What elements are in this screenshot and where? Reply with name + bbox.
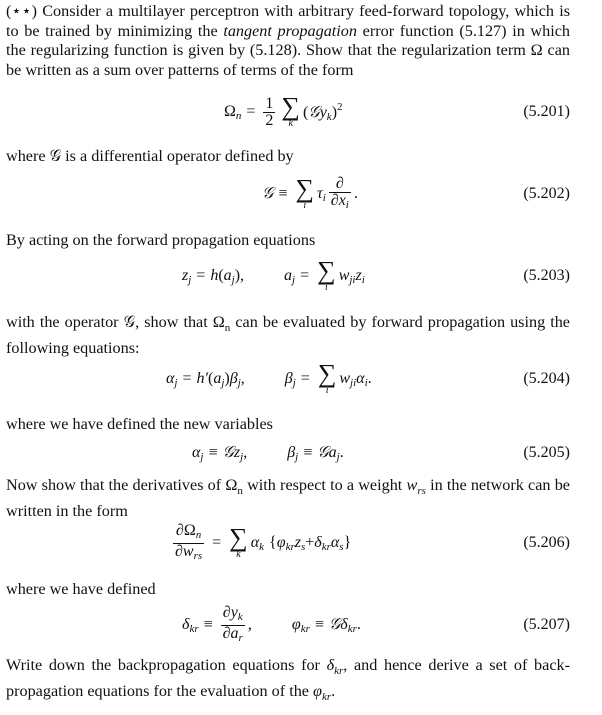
weight-derivative-paragraph xyxy=(6,476,570,521)
equation-body: $\alpha_j$ ≡ 𝒢z$_j$ , $\beta_j$ ≡ 𝒢a$_j$ . xyxy=(192,443,344,463)
paragraph-text: where we have defined the new variables xyxy=(6,415,273,433)
equation-5-202 xyxy=(6,168,596,220)
paragraph-text: By acting on the forward propagation equations xyxy=(6,231,316,249)
equation-number: (5.202) xyxy=(523,185,570,202)
equation-number: (5.205) xyxy=(523,444,570,461)
paragraph-text: Now show that the derivatives of $\Omega_n$ with respect to a weight $w_{rs}$ in the network can be written in the form xyxy=(6,476,570,520)
equation-5-205 xyxy=(6,440,596,466)
equation-number: (5.204) xyxy=(523,370,570,387)
equation-number: (5.206) xyxy=(523,534,570,551)
equation-5-203 xyxy=(6,253,596,299)
operator-application-paragraph xyxy=(6,313,570,358)
exercise-page xyxy=(6,0,598,715)
equation-body: $\alpha_j$ = h′ ( $a_j$ ) $\beta_j$ , $\beta_j$ = ∑ i $w_{ji}\alpha_i$ . xyxy=(166,359,372,396)
paragraph-text: Write down the backpropagation equations for $\delta_{kr}$, and hence derive a set of back-propagation equations for the evaluation of the $\varphi_{kr}$. xyxy=(6,656,570,704)
operator-definition-paragraph xyxy=(6,147,570,167)
equation-body: $\frac{\partial\Omega_n}{\partial w_{rs}}$ = ∑ k $\alpha_k$ { $\varphi_{kr}z_s$ + $\delta_{kr}\alpha_s$ } xyxy=(175,521,352,562)
equation-5-207 xyxy=(6,602,596,648)
equation-number: (5.207) xyxy=(523,616,570,633)
equation-5-204 xyxy=(6,356,596,402)
paragraph-text: with the operator 𝒢, show that $\Omega_n$ can be evaluated by forward propagation using the following equations: xyxy=(6,313,570,357)
definitions-paragraph xyxy=(6,580,570,600)
paragraph-text: (⋆⋆) Consider a multilayer perceptron with arbitrary feed-forward topology, which is to be trained by minimizing the tangent propagation error function (5.127) in which the regularizing function is given by (5.128). Show that the regularization term Ω can be written as a sum over patterns of terms of the form xyxy=(6,2,570,79)
paragraph-text: where we have defined xyxy=(6,580,156,598)
equation-number: (5.203) xyxy=(523,267,570,284)
equation-5-206 xyxy=(6,518,596,568)
forward-propagation-paragraph xyxy=(6,231,570,251)
equation-5-201 xyxy=(6,86,596,138)
backpropagation-task-paragraph xyxy=(6,656,570,708)
equation-body: 𝒢 ≡ ∑ i $\tau_i$ $\frac{\partial}{\partial x_i}$ . xyxy=(262,174,358,211)
equation-body: $z_j$ = h ( $a_j$ ), $a_j$ = ∑ i $w_{ji}z_i$ xyxy=(182,256,365,293)
equation-body: $\delta_{kr}$ ≡ $\frac{\partial y_k}{\partial a_r}$ , $\varphi_{kr}$ ≡ 𝒢δ$_{kr}$ . xyxy=(182,603,361,644)
equation-number: (5.201) xyxy=(523,103,570,120)
exercise-intro-paragraph xyxy=(6,2,570,80)
paragraph-text: where 𝒢 is a differential operator defined by xyxy=(6,147,294,165)
new-variables-paragraph xyxy=(6,415,570,435)
equation-body: $\Omega_n$ = $\frac{1}{2}$ ∑ k (𝒢y$_k$)$^2$ xyxy=(224,92,343,129)
